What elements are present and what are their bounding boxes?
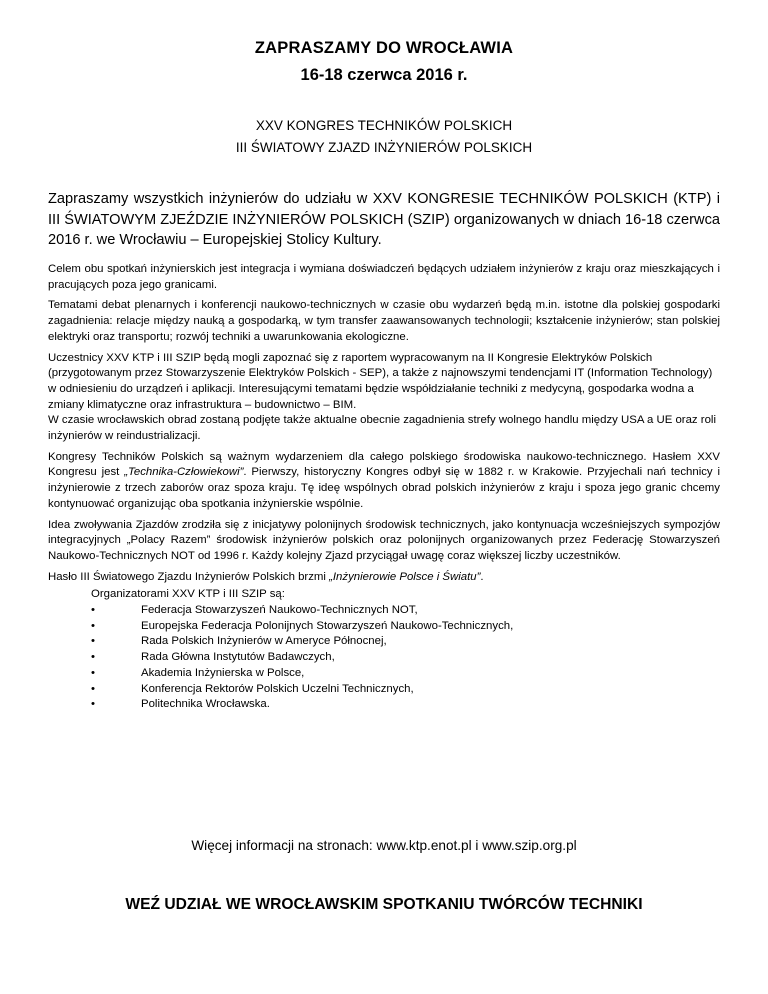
history-text-b: . Pierwszy, historyczny Kongres odbył się w 1882 r. w Krakowie. Przyjechali nań technicy i inżynierowie z trzech zaborów oraz spoza kraju. Tę ideę wspólnych obrad polskich inżynierów z kraju i spoza jego granic chcemy kontynuować organizując oba spotkania inżynierskie wspólnie. [48,466,720,510]
motto-intro: Hasło III Światowego Zjazdu Inżynierów Polskich brzmi [48,570,330,583]
paragraph-convention-idea: Idea zwoływania Zjazdów zrodziła się z inicjatywy polonijnych środowisk technicznych, jako kontynuacja wcześniejszych sympozjów integracyjnych „Polacy Razem” środowisk inżynierów polskich oraz polonijnych organizowanych przez Federację Stowarzyszeń Naukowo-Technicznych NOT od 1996 r. Każdy kolejny Zjazd przyciągał uwagę coraz większej liczby uczestników. [48,518,720,562]
organizers-list [91,603,720,713]
organizer-name: Europejska Federacja Polonijnych Stowarzyszeń Naukowo-Technicznych, [141,619,514,632]
bullet-icon: • [91,635,95,648]
paragraph-congress-history [48,450,720,513]
organizers-section [91,587,720,713]
organizers-heading: Organizatorami XXV KTP i III SZIP są: [91,588,285,601]
more-info-line: Więcej informacji na stronach: www.ktp.enot.pl i www.szip.org.pl [191,838,577,853]
bullet-icon: • [91,698,95,711]
bullet-icon: • [91,666,95,679]
convention-name: III ŚWIATOWY ZJAZD INŻYNIERÓW POLSKICH [235,140,533,155]
footer-slogan: WEŹ UDZIAŁ WE WROCŁAWSKIM SPOTKANIU TWÓRCÓW TECHNIKI [125,896,643,913]
history-text-a: Kongresy Techników Polskich są ważnym wydarzeniem dla całego polskiego środowiska naukowo-technicznego. Hasłem XXV Kongresu jest [48,450,720,479]
bullet-icon: • [91,682,95,695]
motto-end: . [480,570,484,583]
paragraph-goal: Celem obu spotkań inżynierskich jest integracja i wymiana doświadczeń będących udziałem inżynierów z kraju oraz mieszkających i pracujących poza jego granicami. [48,263,720,291]
paragraph-participants: Uczestnicy XXV KTP i III SZIP będą mogli zapoznać się z raportem wypracowanym na II Kongresie Elektryków Polskich (przygotowanym przez Stowarzyszenie Elektryków Polskich - SEP), a także z najnowszymi tendencjami IT (Information Technology) w odniesieniu do urządzeń i aplikacji. Interesującymi tematami będzie współdziałanie techniki z medycyną, gospodarka wodna a zmiany klimatyczne oraz infrastruktura – budownictwo – BIM. [48,351,713,411]
paragraph-convention-motto [48,570,720,586]
bullet-icon: • [91,619,95,632]
list-item [91,697,720,713]
organizer-name: Politechnika Wrocławska. [141,698,270,711]
page-title: ZAPRASZAMY DO WROCŁAWIA [254,39,514,57]
event-date: 16-18 czerwca 2016 r. [300,66,468,84]
intro-paragraph: Zapraszamy wszystkich inżynierów do udziału w XXV KONGRESIE TECHNIKÓW POLSKICH (KTP) i III ŚWIATOWYM ZJEŹDZIE INŻYNIERÓW POLSKICH (SZIP) organizowanych w dniach 16-18 czerwca 2016 r. we Wrocławiu – Europejskiej Stolicy Kultury. [48,191,720,248]
organizer-name: Rada Główna Instytutów Badawczych, [141,651,335,664]
bullet-icon: • [91,604,95,617]
list-item [91,603,720,619]
paragraph-topics: Tematami debat plenarnych i konferencji naukowo-technicznych w czasie obu wydarzeń będą m.in. istotne dla polskiej gospodarki zagadnienia: relacje między nauką a gospodarką, w tym transfer zaawansowanych technologii; kształcenie inżynierów; stan polskiej elektryki oraz transportu; rozwój techniki a uwarunkowania ekologiczne. [48,299,720,343]
list-item [91,650,720,666]
organizer-name: Rada Polskich Inżynierów w Ameryce Północnej, [141,635,387,648]
convention-motto: „Inżynierowie Polsce i Światu” [329,570,481,583]
list-item [91,619,720,635]
paragraph-trade-zone: W czasie wrocławskich obrad zostaną podjęte także aktualne obecnie zagadnienia strefy wolnego handlu między USA a UE oraz roli inżynierów w reindustrializacji. [48,414,716,443]
list-item [91,682,720,698]
organizer-name: Federacja Stowarzyszeń Naukowo-Technicznych NOT, [141,604,418,617]
congress-motto: „Technika-Człowiekowi” [124,466,244,479]
organizer-name: Konferencja Rektorów Polskich Uczelni Technicznych, [141,682,414,695]
organizer-name: Akademia Inżynierska w Polsce, [141,666,305,679]
congress-name: XXV KONGRES TECHNIKÓW POLSKICH [255,118,513,133]
body-text [48,262,720,713]
list-item [91,666,720,682]
list-item [91,634,720,650]
bullet-icon: • [91,651,95,664]
